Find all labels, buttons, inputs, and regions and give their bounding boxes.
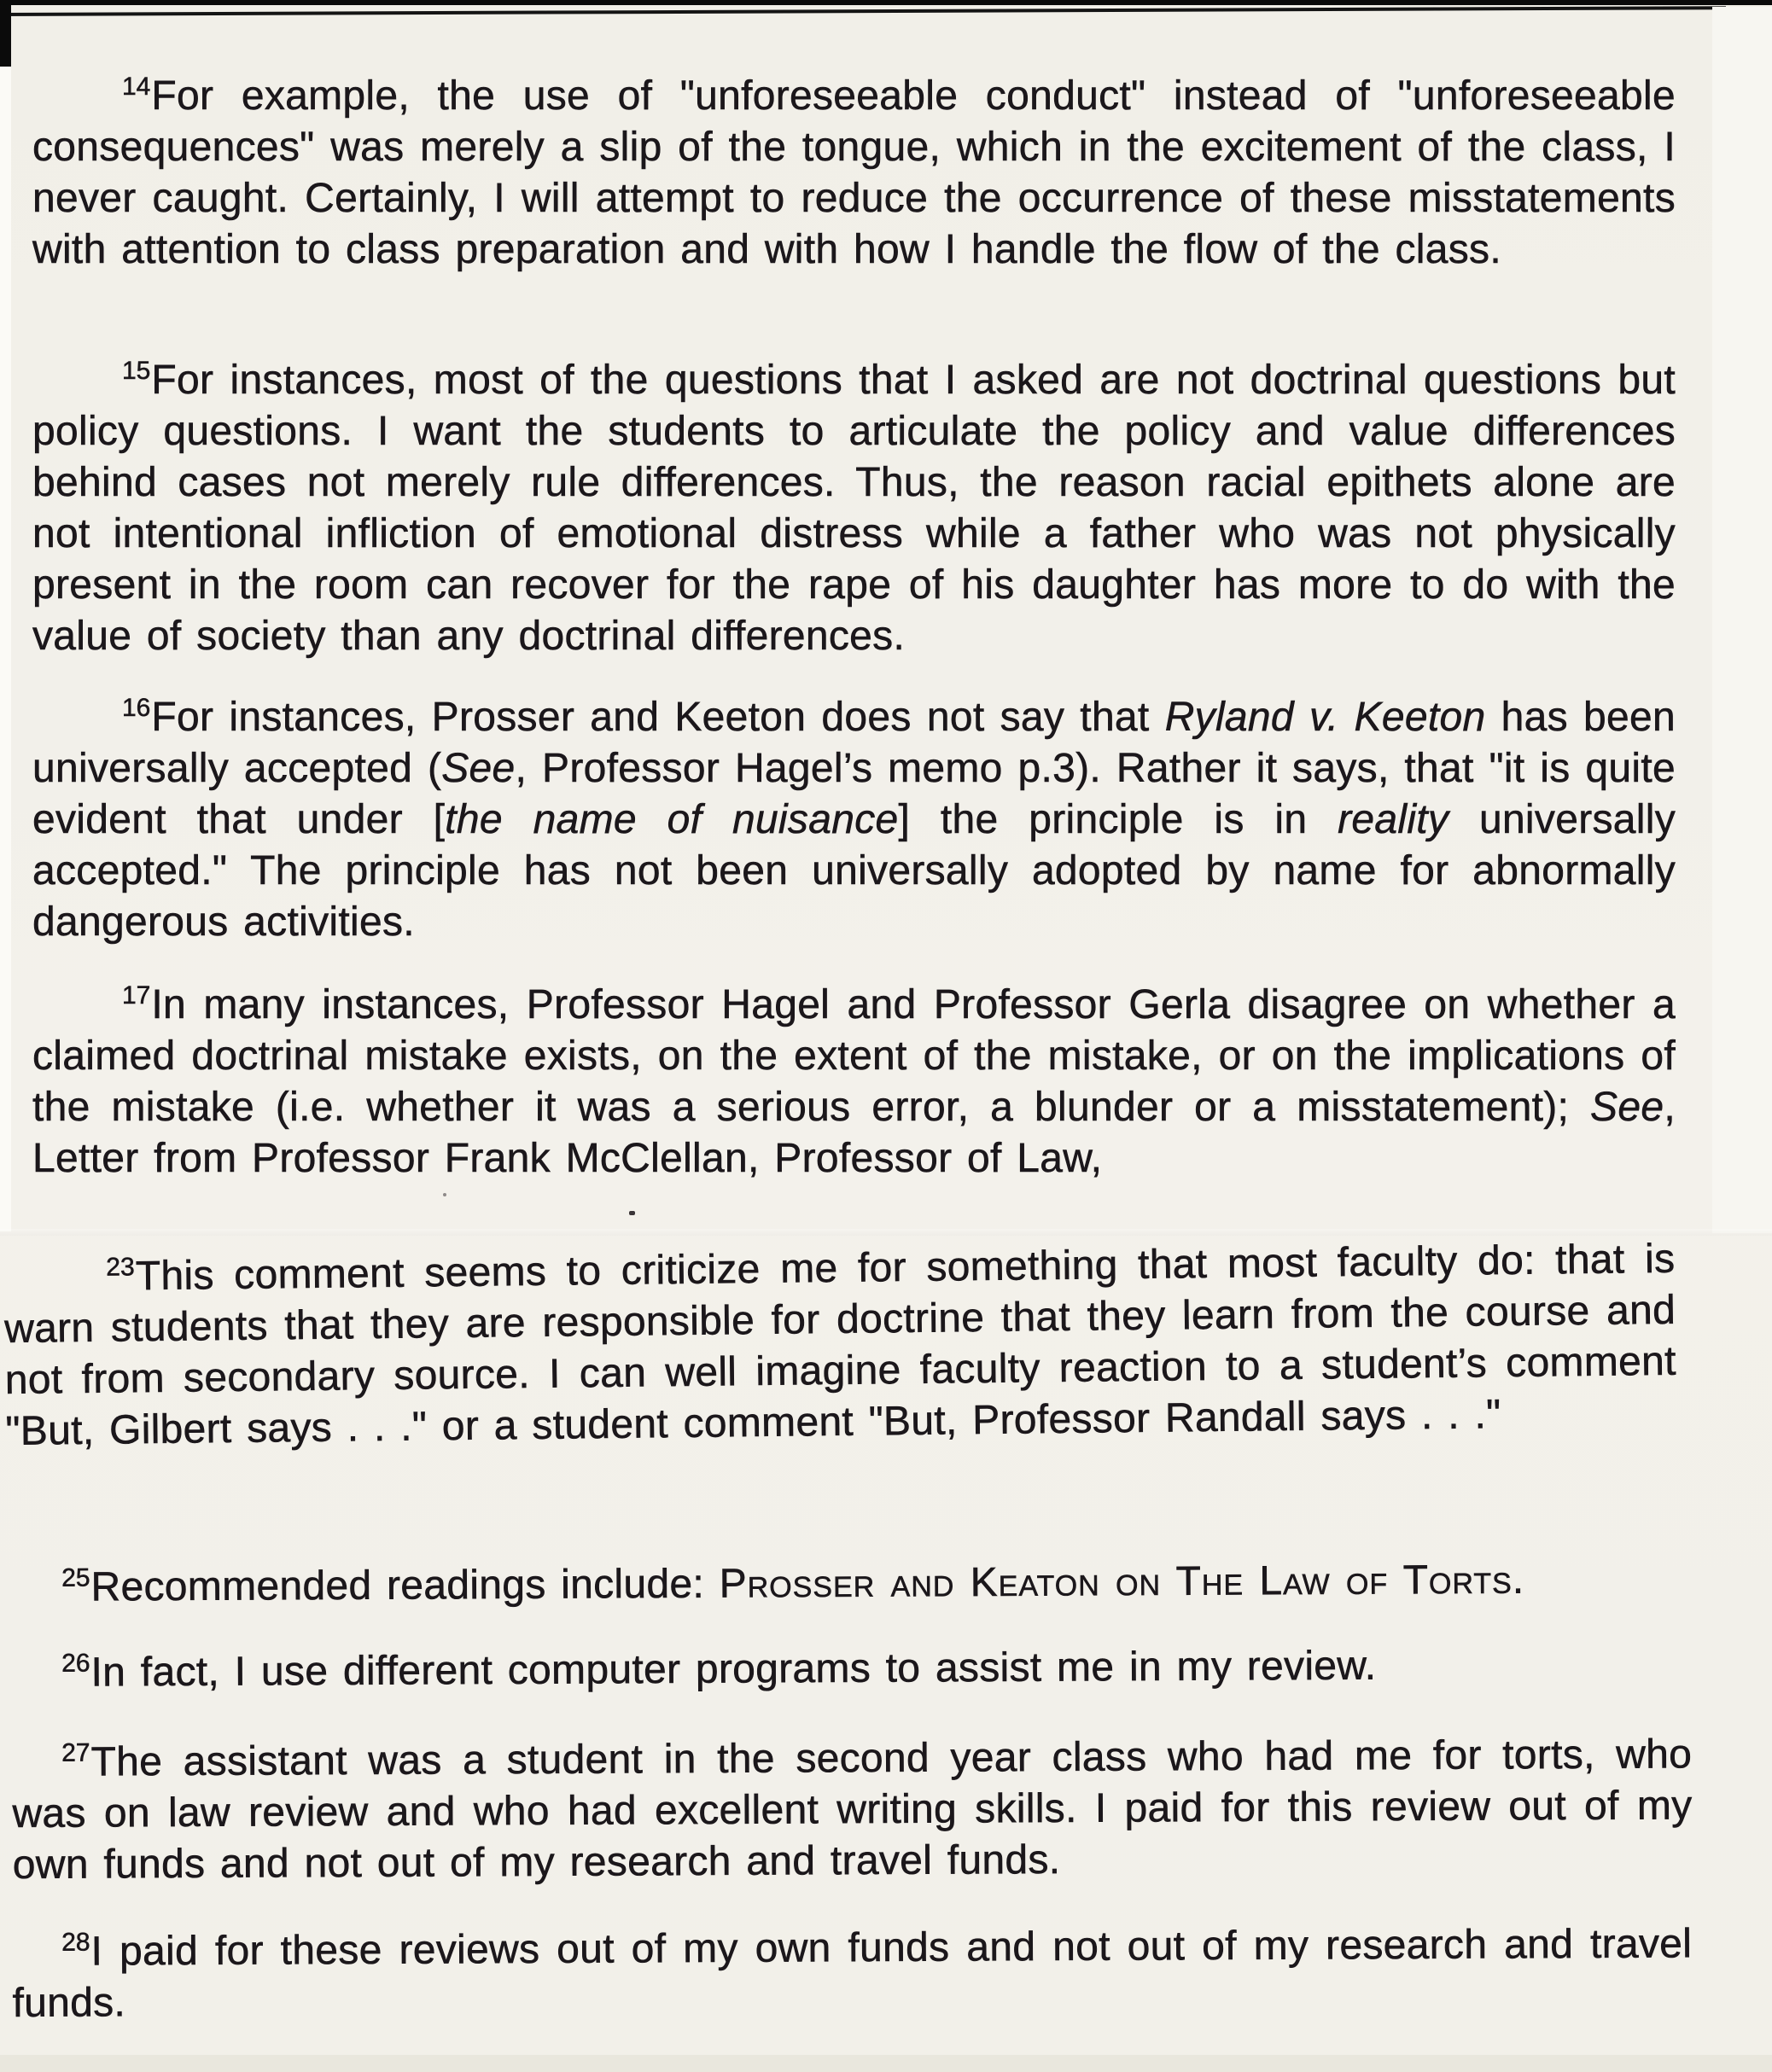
ink-speck (443, 1193, 446, 1196)
footnote-number-superscript: 28 (61, 1928, 90, 1957)
footnote-text-run: ] the principle is in (898, 797, 1338, 842)
footnote-text-run: universally accepted." The principle has not been universally adopted by name for abnormally dangerous activities. (32, 797, 1676, 945)
footnote-text-run: In many instances, Professor Hagel and Professor Gerla disagree on whether a claimed doctrinal mistake exists, on the extent of the mistake, or on the implications of the mistake (i.e. whether it was a serious error, a blunder or a misstatement); (32, 982, 1676, 1130)
footnote-text-run: See (1590, 1085, 1664, 1130)
scan-corner-mark (0, 0, 11, 67)
footnote-text-run: the name of nuisance (445, 797, 899, 842)
footnote-text-run: , Professor Hagel’s memo p.3). Rather it says, that "it is quite evident that under [ (32, 746, 1676, 842)
footnote-number-superscript: 25 (61, 1563, 90, 1592)
footnote-27 (12, 1720, 1693, 1891)
footnote-text-run: For instances, Prosser and Keeton does not say that (151, 695, 1165, 740)
ink-speck (629, 1211, 635, 1215)
scan-left-edge (0, 67, 11, 1231)
footnote-16 (32, 683, 1676, 948)
footnote-26 (12, 1630, 1702, 1699)
scan-top-edge-bar (0, 0, 1772, 5)
footnote-text-run: , Letter from Professor Frank McClellan, Professor of Law, (32, 1085, 1676, 1181)
footnote-number-superscript: 27 (61, 1738, 90, 1767)
footnote-number-superscript: 17 (122, 981, 151, 1010)
footnote-25 (12, 1545, 1702, 1614)
footnote-text-run: For instances, most of the questions that I asked are not doctrinal questions but policy questions. I want the students to articulate the policy and value differences behind cases not merely rule differences. Thus, the reason racial epithets alone are not intentional infliction of emotional distress while a father who was not physically present in the room can recover for the rape of his daughter has more to do with the value of society than any doctrinal differences. (32, 358, 1676, 659)
footnote-15 (32, 346, 1676, 662)
footnote-number-superscript: 16 (122, 694, 151, 722)
footnote-text-run: This comment seems to criticize me for something that most faculty do: that is warn students that they are responsible for doctrine that they learn from the course and not from secondary source. I can well imagine faculty reaction to a student’s comment "But, Gilbert says . . ." or a student comment "But, Professor Randall says . . ." (3, 1236, 1676, 1454)
footnote-text-run: For example, the use of "unforeseeable conduct" instead of "unforeseeable consequences" was merely a slip of the tongue, which in the excitement of the class, I never caught. Certainly, I will attempt to reduce the occurrence of these misstatements with attention to class preparation and with how I handle the flow of the class. (32, 73, 1676, 272)
footnote-17 (32, 970, 1676, 1184)
footnote-text-run: Ryland v. Keeton (1164, 695, 1486, 740)
footnote-text-run: Prosser and Keaton on The Law of Torts. (719, 1557, 1525, 1607)
footnote-text-run: See (441, 746, 516, 791)
footnote-text-run: I paid for these reviews out of my own funds and not out of my research and travel funds. (12, 1921, 1693, 2026)
footnote-number-superscript: 15 (122, 357, 151, 385)
scan-top-rule-line (0, 6, 1726, 16)
footnote-23 (3, 1225, 1677, 1458)
footnote-number-superscript: 26 (61, 1649, 90, 1678)
footnote-text-run: reality (1338, 797, 1449, 842)
scan-right-edge (1712, 7, 1772, 1233)
footnote-28 (12, 1909, 1693, 2029)
footnote-number-superscript: 23 (106, 1253, 135, 1282)
footnote-number-superscript: 14 (122, 73, 151, 101)
scan-bottom-strip (0, 2055, 1772, 2072)
footnote-text-run: In fact, I use different computer programs to assist me in my review. (90, 1643, 1377, 1696)
footnote-text-run: Recommended readings include: (90, 1561, 720, 1610)
footnote-14 (32, 61, 1676, 276)
footnote-text-run: has been universally accepted ( (32, 695, 1676, 791)
footnote-text-run: The assistant was a student in the second year class who had me for torts, who was on law review and who had excellent writing skills. I paid for this review out of my own funds and not out of my research and travel funds. (12, 1732, 1693, 1888)
